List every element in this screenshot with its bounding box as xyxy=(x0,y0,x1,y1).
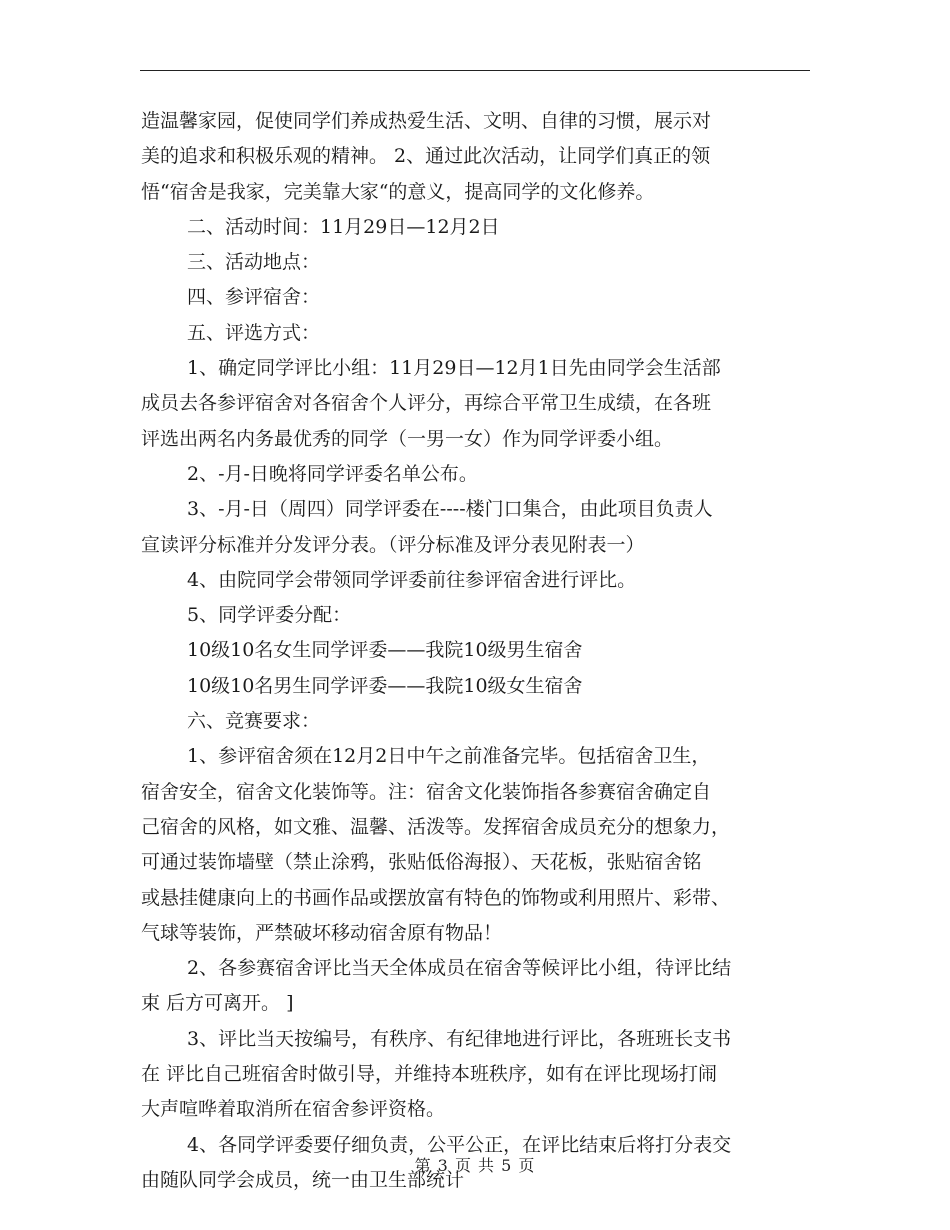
text-line xyxy=(141,1057,811,1092)
text-line xyxy=(141,422,811,457)
text-line xyxy=(141,280,811,315)
text-line xyxy=(141,810,811,845)
document-body xyxy=(141,104,811,1198)
text-line-content: 在 评比自己班宿舍时做引导，并维持本班秩序，如有在评比现场打闹 xyxy=(141,1063,718,1086)
text-line xyxy=(141,492,811,527)
text-line-content: 气球等装饰，严禁破坏移动宿舍原有物品！ xyxy=(141,921,503,944)
text-line xyxy=(141,916,811,951)
text-line-content: 大声喧哗着取消所在宿舍参评资格。 xyxy=(141,1098,446,1121)
text-line xyxy=(141,104,811,139)
text-line xyxy=(141,951,811,986)
text-line-content: 4、由院同学会带领同学评委前往参评宿舍进行评比。 xyxy=(187,568,637,591)
text-line xyxy=(141,739,811,774)
text-line-content: 1、确定同学评比小组：11月29日—12月1日先由同学会生活部 xyxy=(187,357,721,380)
text-line-content: 四、参评宿舍： xyxy=(187,286,321,309)
text-line xyxy=(141,1022,811,1057)
text-line xyxy=(141,316,811,351)
text-line-content: 三、活动地点： xyxy=(187,251,321,274)
text-line-content: 宣读评分标准并分发评分表。（评分标准及评分表见附表一） xyxy=(141,533,645,556)
text-line xyxy=(141,210,811,245)
page-number: 第 3 页 共 5 页 xyxy=(414,1156,536,1175)
text-line-content: 六、竞赛要求： xyxy=(187,710,321,733)
text-line-content: 5、同学评委分配： xyxy=(187,604,352,627)
text-line-content: 4、各同学评委要仔细负责，公平公正，在评比结束后将打分表交 xyxy=(187,1133,732,1156)
text-line xyxy=(141,457,811,492)
text-line xyxy=(141,563,811,598)
text-line-content: 束 后方可离开。 ] xyxy=(141,992,294,1015)
text-line-content: 宿舍安全，宿舍文化装饰等。注：宿舍文化装饰指各参赛宿舍确定自 xyxy=(141,780,712,803)
text-line xyxy=(141,1092,811,1127)
text-line-content: 2、各参赛宿舍评比当天全体成员在宿舍等候评比小组，待评比结 xyxy=(187,957,732,980)
text-line-content: 成员去各参评宿舍对各宿舍个人评分，再综合平常卫生成绩，在各班 xyxy=(141,392,712,415)
text-line-content: 3、-月-日（周四）同学评委在----楼门口集合，由此项目负责人 xyxy=(187,498,713,521)
text-line xyxy=(141,139,811,174)
text-line-content: 评选出两名内务最优秀的同学（一男一女）作为同学评委小组。 xyxy=(141,427,674,450)
text-line-content: 二、活动时间：11月29日—12月2日 xyxy=(187,215,500,238)
text-line xyxy=(141,633,811,668)
text-line xyxy=(141,598,811,633)
text-line-content: 悟“宿舍是我家，完美靠大家“的意义，提高同学的文化修养。 xyxy=(141,180,655,203)
text-line-content: 3、评比当天按编号，有秩序、有纪律地进行评比，各班班长支书 xyxy=(187,1027,732,1050)
text-line xyxy=(141,175,811,210)
text-line-content: 美的追求和积极乐观的精神。 2、通过此次活动，让同学们真正的领 xyxy=(141,145,711,168)
text-line xyxy=(141,245,811,280)
text-line xyxy=(141,386,811,421)
text-line-content: 10级10名男生同学评委——我院10级女生宿舍 xyxy=(187,674,583,697)
text-line-content: 2、-月-日晚将同学评委名单公布。 xyxy=(187,462,478,485)
header-rule xyxy=(140,70,810,71)
text-line xyxy=(141,775,811,810)
text-line-content: 1、参评宿舍须在12月2日中午之前准备完毕。包括宿舍卫生， xyxy=(187,745,711,768)
text-line-content: 造温馨家园，促使同学们养成热爱生活、文明、自律的习惯，展示对 xyxy=(141,110,712,132)
text-line xyxy=(141,845,811,880)
text-line xyxy=(141,528,811,563)
text-line xyxy=(141,704,811,739)
text-line-content: 10级10名女生同学评委——我院10级男生宿舍 xyxy=(187,639,583,662)
text-line-content: 可通过装饰墙壁（禁止涂鸦，张贴低俗海报）、天花板，张贴宿舍铭 xyxy=(141,851,702,874)
text-line-content: 由随队同学会成员，统一由卫生部统计 xyxy=(141,1168,465,1191)
text-line xyxy=(141,669,811,704)
text-line-content: 己宿舍的风格，如文雅、温馨、活泼等。发挥宿舍成员充分的想象力， xyxy=(141,815,731,838)
text-line-content: 五、评选方式： xyxy=(187,321,321,344)
text-line xyxy=(141,881,811,916)
text-line xyxy=(141,351,811,386)
text-line xyxy=(141,986,811,1021)
text-line-content: 或悬挂健康向上的书画作品或摆放富有特色的饰物或利用照片、彩带、 xyxy=(141,886,731,909)
